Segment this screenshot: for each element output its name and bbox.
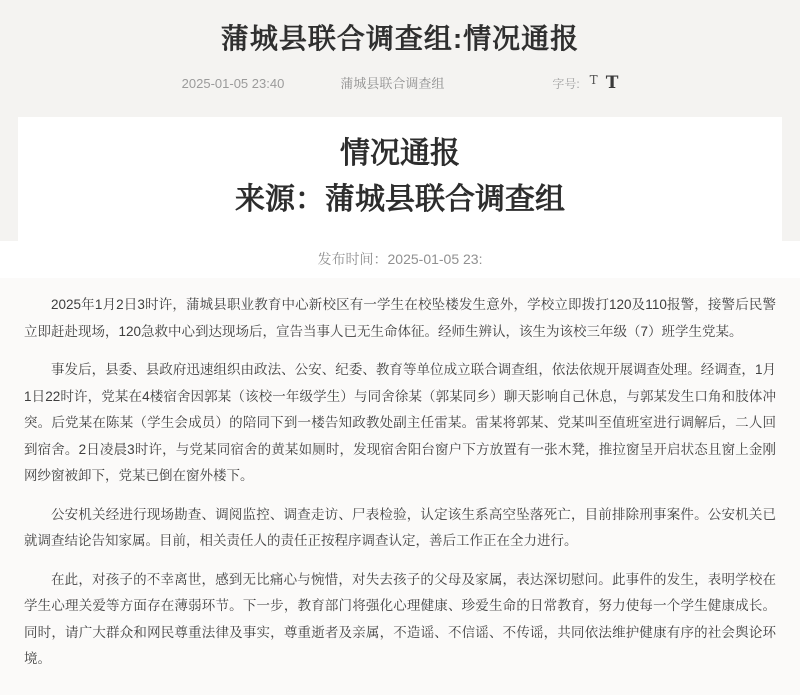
- meta-row: [0, 73, 800, 93]
- page-header: [0, 0, 800, 105]
- publish-time-bar: [0, 241, 800, 278]
- paragraph-2: 事发后，县委、县政府迅速组织由政法、公安、纪委、教育等单位成立联合调查组，依法依规开展调查处理。经调查，1月1日22时许，党某在4楼宿舍因郭某（该校一年级学生）与同舍徐某（郭某同乡）聊天影响自己休息，与郭某发生口角和肢体冲突。后党某在陈某（学生会成员）的陪同下到一楼告知政教处副主任雷某。雷某将郭某、党某叫至值班室进行调解后，二人回到宿舍。2日凌晨3时许，与党某同宿舍的黄某如厕时，发现宿舍阳台窗户下方放置有一张木凳，推拉窗呈开启状态且窗上金刚网纱窗被卸下，党某已倒在窗外楼下。: [24, 362, 776, 483]
- notice-source-line: 来源：蒲城县联合调查组: [235, 183, 565, 216]
- font-smaller-button[interactable]: T: [589, 73, 598, 87]
- notice-title: 情况通报: [340, 137, 460, 170]
- paragraph-4: 在此，对孩子的不幸离世，感到无比痛心与惋惜，对失去孩子的父母及家属，表达深切慰问。此事件的发生，表明学校在学生心理关爱等方面存在薄弱环节。下一步，教育部门将强化心理健康、珍爱生命的日常教育，努力使每一个学生健康成长。同时，请广大群众和网民尊重法律及事实，尊重逝者及亲属，不造谣、不信谣、不传谣，共同依法维护健康有序的社会舆论环境。: [24, 571, 776, 666]
- source-name: 蒲城县联合调查组: [340, 76, 445, 91]
- notice-title-card: [18, 117, 782, 241]
- font-size-label: 字号:: [552, 77, 580, 91]
- publish-time: 发布时间：2025-01-05 23:: [317, 251, 483, 267]
- page-title: 蒲城县联合调查组:情况通报: [220, 23, 580, 54]
- paragraph-1: 2025年1月2日3时许，蒲城县职业教育中心新校区有一学生在校坠楼发生意外，学校立即拨打120及110报警，接警后民警立即赶赴现场，120急救中心到达现场后，宣告当事人已无生命体征。经师生辨认，该生为该校三年级（7）班学生党某。: [24, 297, 776, 339]
- font-larger-button[interactable]: T: [605, 73, 619, 93]
- article-body: [0, 278, 800, 695]
- paragraph-3: 公安机关经进行现场勘查、调阅监控、调查走访、尸表检验，认定该生系高空坠落死亡，目前排除刑事案件。公安机关已就调查结论告知家属。目前，相关责任人的责任正按程序调查认定，善后工作正在全力进行。: [24, 506, 776, 548]
- font-size-control: [552, 73, 618, 93]
- publish-date: 2025-01-05 23:40: [181, 76, 285, 91]
